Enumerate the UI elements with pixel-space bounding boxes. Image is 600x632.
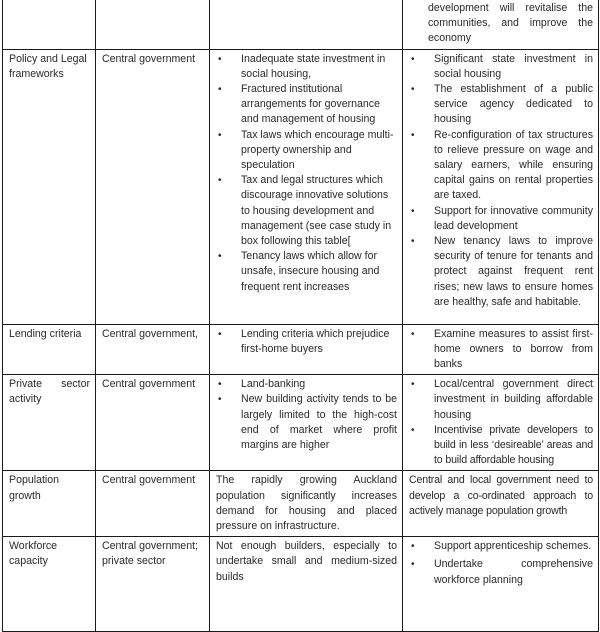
solutions-cell: [403, 324, 599, 375]
issue-cell: [3, 324, 96, 375]
bullet-icon: •: [218, 175, 222, 187]
problems-cell: [210, 375, 403, 471]
bullet-icon: •: [218, 53, 222, 65]
problems-cell: [210, 537, 403, 632]
responsibility-label: Central government: [102, 474, 196, 487]
table-row-private-sector: [3, 375, 599, 471]
solutions-list: [409, 539, 593, 588]
bullet-icon: •: [411, 424, 415, 436]
issue-label: Lending criteria: [9, 327, 82, 340]
solutions-list: [409, 377, 593, 468]
list-item: • New building activity tends to be largely limited to the high-cost end of market where profit margins are higher: [218, 393, 397, 452]
bullet-icon: •: [411, 84, 415, 96]
issue-cell: [3, 49, 96, 324]
problems-list: [216, 327, 397, 357]
problems-cell: [210, 471, 403, 537]
list-item: • Undertake comprehensive workforce planning: [411, 558, 593, 586]
list-item: • New tenancy laws to improve security of tenure for tenants and protect against frequent rent rises; new laws to ensure homes are healthy, safe and habitable.: [411, 235, 593, 308]
bullet-icon: •: [218, 251, 222, 263]
table-row-workforce: [3, 537, 599, 632]
problems-cell: [210, 49, 403, 324]
bullet-icon: •: [218, 328, 222, 340]
housing-issues-table: [2, 0, 599, 632]
list-item: • Inadequate state investment in social housing,: [218, 52, 386, 80]
bullet-icon: •: [218, 129, 222, 141]
responsibility-cell: [96, 375, 210, 471]
list-item: • Examine measures to assist first-home owners to borrow from banks: [411, 327, 593, 371]
issue-label: Population growth: [9, 474, 60, 502]
solution-text: Central and local government need to develop a co-ordinated approach to actively manage population growth: [409, 474, 593, 517]
list-item: • Re-configuration of tax structures to relieve pressure on wage and salary earners, while ensuring capital gains on rental properties are taxed.: [411, 128, 593, 202]
solutions-cell: [403, 537, 599, 632]
bullet-icon: •: [218, 394, 222, 406]
bullet-icon: •: [411, 129, 415, 141]
solutions-cell: [403, 471, 599, 537]
issue-cell: [3, 375, 96, 471]
solutions-cell: [403, 49, 599, 324]
solutions-list: [409, 52, 593, 310]
problems-list: [216, 377, 397, 453]
bullet-icon: •: [411, 559, 415, 571]
list-item: • Local/central government direct investment in building affordable housing: [411, 378, 593, 421]
issue-cell: [3, 0, 96, 49]
responsibility-cell: [96, 471, 210, 537]
list-item: • Tax laws which encourage multi-property ownership and speculation: [218, 128, 394, 172]
problems-cell: [210, 0, 403, 49]
bullet-icon: •: [411, 379, 415, 391]
list-item: • Support for innovative community lead development: [411, 204, 593, 232]
responsibility-cell: [96, 324, 210, 375]
bullet-icon: •: [411, 205, 415, 217]
issue-label: Workforce capacity: [9, 540, 58, 568]
bullet-icon: •: [411, 236, 415, 248]
bullet-icon: •: [218, 379, 222, 391]
list-item: • The establishment of a public service agency dedicated to housing: [411, 83, 593, 126]
solutions-cell: [403, 375, 599, 471]
solutions-cell: [403, 0, 599, 49]
table-row-continuation: [3, 0, 599, 49]
responsibility-label: Central government; private sector: [102, 540, 198, 568]
list-item: • Support apprenticeship schemes.: [409, 539, 593, 554]
table-row-lending: [3, 324, 599, 375]
list-item: • Incentivise private developers to build in less ‘desireable’ areas and to build affordable housing: [411, 423, 593, 467]
list-item: • Tax and legal structures which discourage innovative solutions to housing development and management (see case study in box following this table[: [218, 174, 392, 248]
issue-label: Policy and Legal frameworks: [9, 52, 87, 80]
list-item: • Land-banking: [216, 377, 397, 392]
responsibility-label: Central government: [102, 52, 196, 65]
problems-cell: [210, 324, 403, 375]
table-row-population: [3, 471, 599, 537]
problem-text: The rapidly growing Auckland population significantly increases demand for housing and placed pressure on infrastructure.: [216, 474, 397, 533]
responsibility-label: Central government: [102, 378, 196, 391]
responsibility-cell: [96, 0, 210, 49]
bullet-icon: •: [411, 53, 415, 65]
problem-text: Not enough builders, especially to undertake small and medium-sized builds: [216, 540, 397, 583]
list-item: • Fractured institutional arrangements for governance and management of housing: [218, 83, 380, 126]
solutions-list: [409, 327, 593, 373]
issue-cell: [3, 537, 96, 632]
list-item: • Tenancy laws which allow for unsafe, insecure housing and frequent rent increases: [218, 250, 380, 293]
problems-list: [216, 52, 397, 295]
responsibility-label: Central government,: [102, 327, 198, 340]
bullet-icon: •: [411, 328, 415, 340]
issue-label: Private sector activity: [9, 378, 90, 406]
table-row-policy: [3, 49, 599, 324]
issue-cell: [3, 471, 96, 537]
list-item: • Significant state investment in social housing: [411, 52, 593, 80]
responsibility-cell: [96, 49, 210, 324]
solution-text: development will revitalise the communities, and improve the economy: [428, 2, 593, 45]
bullet-icon: •: [218, 84, 222, 96]
responsibility-cell: [96, 537, 210, 632]
bullet-icon: •: [411, 541, 415, 553]
list-item: • Lending criteria which prejudice first-home buyers: [218, 327, 390, 355]
